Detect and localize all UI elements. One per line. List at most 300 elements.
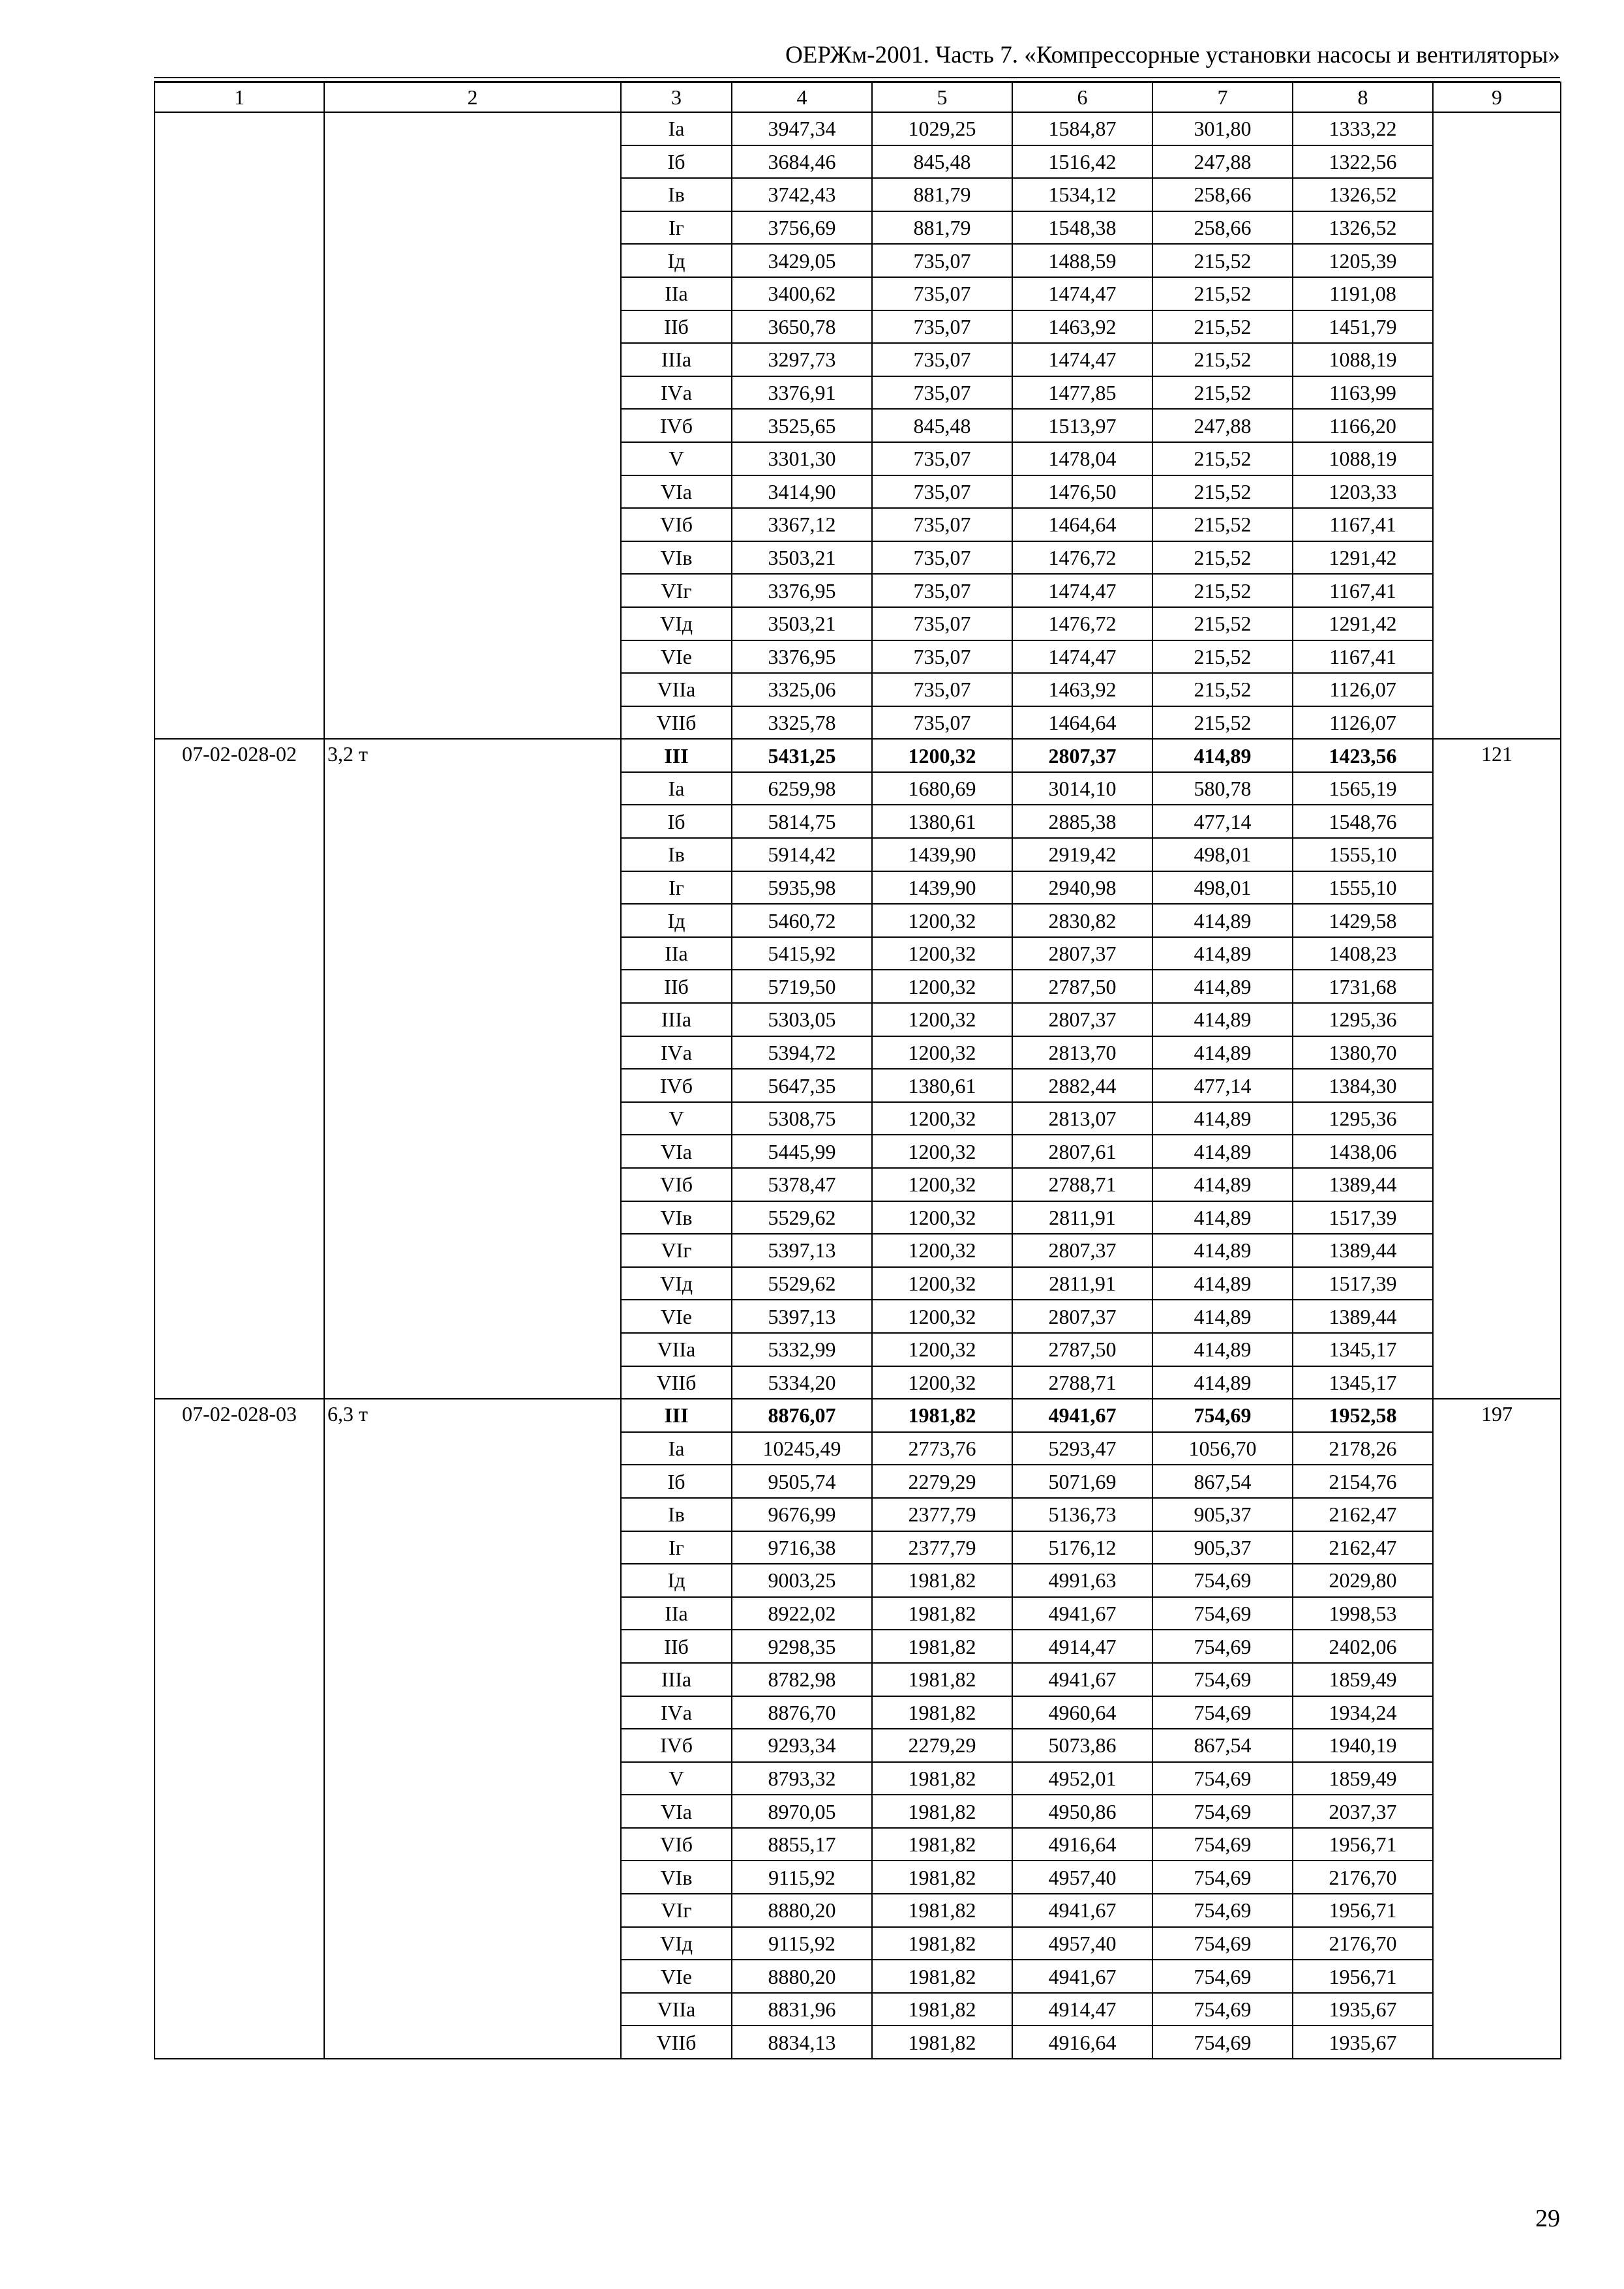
value-cell: 1389,44	[1293, 1300, 1433, 1333]
value-cell: 4950,86	[1012, 1795, 1152, 1828]
zone-class-cell: IVа	[621, 1036, 732, 1070]
value-cell: 1295,36	[1293, 1102, 1433, 1135]
value-cell: 3684,46	[732, 145, 872, 179]
value-cell: 5397,13	[732, 1234, 872, 1267]
table-row	[155, 739, 1561, 772]
value-cell: 477,14	[1152, 1069, 1293, 1102]
value-cell: 3742,43	[732, 178, 872, 211]
value-cell: 1126,07	[1293, 673, 1433, 706]
value-cell: 1513,97	[1012, 409, 1152, 442]
value-cell: 1956,71	[1293, 1894, 1433, 1927]
value-cell: 735,07	[872, 607, 1012, 640]
value-cell: 754,69	[1152, 1663, 1293, 1696]
zone-class-cell: VIа	[621, 1795, 732, 1828]
value-cell: 258,66	[1152, 178, 1293, 211]
value-cell: 1205,39	[1293, 244, 1433, 277]
value-cell: 1956,71	[1293, 1960, 1433, 1993]
value-cell: 9676,99	[732, 1498, 872, 1531]
value-cell: 8793,32	[732, 1762, 872, 1795]
zone-class-cell: VIв	[621, 541, 732, 575]
value-cell: 845,48	[872, 409, 1012, 442]
zone-class-cell: IVа	[621, 376, 732, 410]
zone-class-cell: VIе	[621, 1300, 732, 1333]
value-cell: 1981,82	[872, 1399, 1012, 1432]
value-cell: 3650,78	[732, 310, 872, 344]
value-cell: 845,48	[872, 145, 1012, 179]
value-cell: 9115,92	[732, 1861, 872, 1894]
zone-class-cell: Iб	[621, 805, 732, 838]
value-cell: 1981,82	[872, 1696, 1012, 1729]
zone-class-cell: IVб	[621, 1729, 732, 1762]
value-cell: 2279,29	[872, 1465, 1012, 1498]
value-cell: 414,89	[1152, 1333, 1293, 1366]
value-cell: 2807,37	[1012, 937, 1152, 970]
column-number-cell: 2	[324, 82, 621, 112]
value-cell: 1463,92	[1012, 310, 1152, 344]
value-cell: 1439,90	[872, 871, 1012, 905]
value-cell: 1200,32	[872, 1300, 1012, 1333]
value-cell: 1126,07	[1293, 706, 1433, 740]
value-cell: 754,69	[1152, 1861, 1293, 1894]
value-cell: 1555,10	[1293, 838, 1433, 871]
value-cell: 867,54	[1152, 1465, 1293, 1498]
value-cell: 2807,37	[1012, 1003, 1152, 1036]
value-cell: 1088,19	[1293, 442, 1433, 475]
value-cell: 5397,13	[732, 1300, 872, 1333]
value-cell: 1476,72	[1012, 541, 1152, 575]
value-cell: 1203,33	[1293, 475, 1433, 509]
value-cell: 4941,67	[1012, 1399, 1152, 1432]
zone-class-cell: IIа	[621, 1597, 732, 1630]
value-cell: 1956,71	[1293, 1828, 1433, 1861]
value-cell: 8855,17	[732, 1828, 872, 1861]
value-cell: 414,89	[1152, 1135, 1293, 1168]
value-cell: 9003,25	[732, 1564, 872, 1597]
zone-class-cell: VIIб	[621, 1366, 732, 1399]
value-cell: 4952,01	[1012, 1762, 1152, 1795]
zone-class-cell: Iг	[621, 1531, 732, 1564]
value-cell: 754,69	[1152, 1993, 1293, 2026]
capacity-cell: 3,2 т	[324, 739, 621, 1399]
value-cell: 1451,79	[1293, 310, 1433, 344]
value-cell: 4957,40	[1012, 1861, 1152, 1894]
value-cell: 8876,07	[732, 1399, 872, 1432]
column-number-cell: 5	[872, 82, 1012, 112]
value-cell: 3429,05	[732, 244, 872, 277]
value-cell: 301,80	[1152, 112, 1293, 145]
value-cell: 1478,04	[1012, 442, 1152, 475]
value-cell: 1408,23	[1293, 937, 1433, 970]
zone-class-cell: Iа	[621, 1432, 732, 1465]
value-cell: 5073,86	[1012, 1729, 1152, 1762]
zone-class-cell: Iб	[621, 145, 732, 179]
value-cell: 3301,30	[732, 442, 872, 475]
value-cell: 2787,50	[1012, 1333, 1152, 1366]
value-cell: 1981,82	[872, 1828, 1012, 1861]
column-9-cell	[1433, 112, 1561, 739]
zone-class-cell: IVа	[621, 1696, 732, 1729]
value-cell: 754,69	[1152, 1762, 1293, 1795]
value-cell: 580,78	[1152, 772, 1293, 805]
value-cell: 1389,44	[1293, 1234, 1433, 1267]
value-cell: 1731,68	[1293, 970, 1433, 1003]
value-cell: 215,52	[1152, 541, 1293, 575]
zone-class-cell: IIб	[621, 1630, 732, 1663]
value-cell: 4916,64	[1012, 2026, 1152, 2059]
zone-class-cell: VIе	[621, 1960, 732, 1993]
value-cell: 1516,42	[1012, 145, 1152, 179]
value-cell: 754,69	[1152, 2026, 1293, 2059]
value-cell: 2811,91	[1012, 1267, 1152, 1300]
value-cell: 1476,72	[1012, 607, 1152, 640]
value-cell: 4941,67	[1012, 1597, 1152, 1630]
zone-class-cell: Iг	[621, 871, 732, 905]
column-number-cell: 6	[1012, 82, 1152, 112]
value-cell: 3376,91	[732, 376, 872, 410]
value-cell: 3756,69	[732, 211, 872, 245]
value-cell: 2940,98	[1012, 871, 1152, 905]
zone-class-cell: Iв	[621, 178, 732, 211]
value-cell: 5415,92	[732, 937, 872, 970]
value-cell: 1474,47	[1012, 343, 1152, 376]
value-cell: 5378,47	[732, 1168, 872, 1201]
column-number-cell: 8	[1293, 82, 1433, 112]
value-cell: 9115,92	[732, 1927, 872, 1960]
value-cell: 735,07	[872, 640, 1012, 674]
value-cell: 215,52	[1152, 277, 1293, 310]
value-cell: 1981,82	[872, 1927, 1012, 1960]
value-cell: 735,07	[872, 277, 1012, 310]
value-cell: 754,69	[1152, 1564, 1293, 1597]
value-cell: 414,89	[1152, 1003, 1293, 1036]
value-cell: 2176,70	[1293, 1861, 1433, 1894]
zone-class-cell: VIа	[621, 1135, 732, 1168]
value-cell: 1200,32	[872, 1267, 1012, 1300]
capacity-cell	[324, 112, 621, 739]
zone-class-cell: Iд	[621, 244, 732, 277]
value-cell: 1200,32	[872, 1234, 1012, 1267]
value-cell: 3367,12	[732, 508, 872, 541]
value-cell: 5308,75	[732, 1102, 872, 1135]
zone-class-cell: Iб	[621, 1465, 732, 1498]
value-cell: 1167,41	[1293, 574, 1433, 607]
value-cell: 5136,73	[1012, 1498, 1152, 1531]
zone-class-cell: VIг	[621, 574, 732, 607]
rates-table	[154, 82, 1561, 2059]
zone-class-cell: VIд	[621, 607, 732, 640]
value-cell: 2162,47	[1293, 1531, 1433, 1564]
value-cell: 2377,79	[872, 1531, 1012, 1564]
value-cell: 3503,21	[732, 541, 872, 575]
value-cell: 1548,76	[1293, 805, 1433, 838]
value-cell: 4941,67	[1012, 1894, 1152, 1927]
value-cell: 4941,67	[1012, 1960, 1152, 1993]
column-number-cell: 1	[155, 82, 324, 112]
zone-class-cell: VIIб	[621, 2026, 732, 2059]
value-cell: 754,69	[1152, 1696, 1293, 1729]
value-cell: 735,07	[872, 673, 1012, 706]
document-title: ОЕРЖм-2001. Часть 7. «Компрессорные установки насосы и вентиляторы»	[785, 42, 1560, 68]
value-cell: 5814,75	[732, 805, 872, 838]
value-cell: 5303,05	[732, 1003, 872, 1036]
value-cell: 2807,37	[1012, 739, 1152, 772]
zone-class-cell: IIа	[621, 937, 732, 970]
value-cell: 3014,10	[1012, 772, 1152, 805]
zone-class-cell: Iд	[621, 904, 732, 937]
zone-class-cell: Iв	[621, 1498, 732, 1531]
value-cell: 1859,49	[1293, 1663, 1433, 1696]
value-cell: 2788,71	[1012, 1168, 1152, 1201]
zone-class-cell: VIа	[621, 475, 732, 509]
value-cell: 9505,74	[732, 1465, 872, 1498]
value-cell: 1295,36	[1293, 1003, 1433, 1036]
value-cell: 3325,06	[732, 673, 872, 706]
value-cell: 1200,32	[872, 970, 1012, 1003]
zone-class-cell: IIб	[621, 970, 732, 1003]
column-number-cell: 7	[1152, 82, 1293, 112]
value-cell: 8831,96	[732, 1993, 872, 2026]
value-cell: 881,79	[872, 178, 1012, 211]
value-cell: 1200,32	[872, 1333, 1012, 1366]
header-rule	[154, 77, 1560, 78]
zone-class-cell: VIг	[621, 1894, 732, 1927]
zone-class-cell: VIIа	[621, 673, 732, 706]
value-cell: 414,89	[1152, 937, 1293, 970]
value-cell: 1474,47	[1012, 640, 1152, 674]
value-cell: 5914,42	[732, 838, 872, 871]
value-cell: 1565,19	[1293, 772, 1433, 805]
value-cell: 1940,19	[1293, 1729, 1433, 1762]
value-cell: 1548,38	[1012, 211, 1152, 245]
value-cell: 1345,17	[1293, 1333, 1433, 1366]
value-cell: 5334,20	[732, 1366, 872, 1399]
value-cell: 1981,82	[872, 1861, 1012, 1894]
value-cell: 881,79	[872, 211, 1012, 245]
value-cell: 1981,82	[872, 1993, 1012, 2026]
zone-class-cell: IIб	[621, 310, 732, 344]
value-cell: 498,01	[1152, 871, 1293, 905]
value-cell: 414,89	[1152, 1267, 1293, 1300]
value-cell: 3947,34	[732, 112, 872, 145]
value-cell: 2377,79	[872, 1498, 1012, 1531]
rate-code-cell: 07-02-028-02	[155, 739, 324, 1399]
zone-class-cell: Iа	[621, 112, 732, 145]
value-cell: 5431,25	[732, 739, 872, 772]
value-cell: 1517,39	[1293, 1201, 1433, 1234]
zone-class-cell: VIд	[621, 1927, 732, 1960]
value-cell: 905,37	[1152, 1498, 1293, 1531]
value-cell: 2037,37	[1293, 1795, 1433, 1828]
value-cell: 1584,87	[1012, 112, 1152, 145]
value-cell: 1200,32	[872, 1003, 1012, 1036]
value-cell: 1981,82	[872, 1795, 1012, 1828]
value-cell: 735,07	[872, 475, 1012, 509]
value-cell: 1029,25	[872, 112, 1012, 145]
value-cell: 1088,19	[1293, 343, 1433, 376]
value-cell: 1163,99	[1293, 376, 1433, 410]
value-cell: 1200,32	[872, 1102, 1012, 1135]
value-cell: 1429,58	[1293, 904, 1433, 937]
running-header	[154, 38, 1560, 73]
value-cell: 2813,70	[1012, 1036, 1152, 1070]
value-cell: 414,89	[1152, 970, 1293, 1003]
value-cell: 1981,82	[872, 1663, 1012, 1696]
zone-class-cell: VIб	[621, 1828, 732, 1861]
column-number-row	[155, 82, 1561, 112]
value-cell: 1981,82	[872, 1894, 1012, 1927]
value-cell: 3503,21	[732, 607, 872, 640]
zone-class-cell: VIб	[621, 508, 732, 541]
value-cell: 1952,58	[1293, 1399, 1433, 1432]
value-cell: 8880,20	[732, 1960, 872, 1993]
zone-class-cell: Iг	[621, 211, 732, 245]
zone-class-cell: VIд	[621, 1267, 732, 1300]
value-cell: 414,89	[1152, 739, 1293, 772]
value-cell: 1934,24	[1293, 1696, 1433, 1729]
value-cell: 414,89	[1152, 1366, 1293, 1399]
value-cell: 1981,82	[872, 1960, 1012, 1993]
value-cell: 754,69	[1152, 1894, 1293, 1927]
value-cell: 9298,35	[732, 1630, 872, 1663]
column-9-cell: 197	[1433, 1399, 1561, 2059]
value-cell: 735,07	[872, 442, 1012, 475]
value-cell: 4914,47	[1012, 1993, 1152, 2026]
table-row	[155, 112, 1561, 145]
rate-code-cell	[155, 112, 324, 739]
value-cell: 735,07	[872, 508, 1012, 541]
value-cell: 1380,70	[1293, 1036, 1433, 1070]
value-cell: 1200,32	[872, 904, 1012, 937]
zone-class-cell: VIIа	[621, 1993, 732, 2026]
value-cell: 1200,32	[872, 1036, 1012, 1070]
value-cell: 2178,26	[1293, 1432, 1433, 1465]
zone-class-cell: Iв	[621, 838, 732, 871]
value-cell: 3414,90	[732, 475, 872, 509]
value-cell: 414,89	[1152, 1201, 1293, 1234]
value-cell: 414,89	[1152, 1102, 1293, 1135]
value-cell: 735,07	[872, 574, 1012, 607]
column-9-cell: 121	[1433, 739, 1561, 1399]
value-cell: 215,52	[1152, 673, 1293, 706]
value-cell: 754,69	[1152, 1795, 1293, 1828]
value-cell: 1981,82	[872, 1564, 1012, 1597]
value-cell: 215,52	[1152, 706, 1293, 740]
value-cell: 1200,32	[872, 1135, 1012, 1168]
value-cell: 4941,67	[1012, 1663, 1152, 1696]
value-cell: 1389,44	[1293, 1168, 1433, 1201]
value-cell: 8880,20	[732, 1894, 872, 1927]
value-cell: 2807,37	[1012, 1234, 1152, 1267]
value-cell: 1859,49	[1293, 1762, 1433, 1795]
value-cell: 215,52	[1152, 475, 1293, 509]
value-cell: 9293,34	[732, 1729, 872, 1762]
zone-class-cell: Iа	[621, 772, 732, 805]
value-cell: 1345,17	[1293, 1366, 1433, 1399]
value-cell: 2882,44	[1012, 1069, 1152, 1102]
capacity-cell: 6,3 т	[324, 1399, 621, 2059]
value-cell: 2773,76	[872, 1432, 1012, 1465]
value-cell: 3376,95	[732, 640, 872, 674]
value-cell: 2919,42	[1012, 838, 1152, 871]
value-cell: 1291,42	[1293, 607, 1433, 640]
zone-class-cell: VIв	[621, 1201, 732, 1234]
zone-class-cell: V	[621, 1102, 732, 1135]
value-cell: 1200,32	[872, 937, 1012, 970]
value-cell: 2402,06	[1293, 1630, 1433, 1663]
value-cell: 1291,42	[1293, 541, 1433, 575]
value-cell: 215,52	[1152, 244, 1293, 277]
value-cell: 1326,52	[1293, 211, 1433, 245]
zone-class-cell: VIе	[621, 640, 732, 674]
value-cell: 735,07	[872, 376, 1012, 410]
value-cell: 1935,67	[1293, 2026, 1433, 2059]
value-cell: 1534,12	[1012, 178, 1152, 211]
zone-class-cell: III	[621, 1399, 732, 1432]
value-cell: 498,01	[1152, 838, 1293, 871]
value-cell: 8782,98	[732, 1663, 872, 1696]
value-cell: 3400,62	[732, 277, 872, 310]
value-cell: 754,69	[1152, 1927, 1293, 1960]
value-cell: 2811,91	[1012, 1201, 1152, 1234]
value-cell: 5394,72	[732, 1036, 872, 1070]
value-cell: 1474,47	[1012, 574, 1152, 607]
value-cell: 215,52	[1152, 640, 1293, 674]
value-cell: 1056,70	[1152, 1432, 1293, 1465]
value-cell: 1191,08	[1293, 277, 1433, 310]
value-cell: 3525,65	[732, 409, 872, 442]
value-cell: 1981,82	[872, 1762, 1012, 1795]
value-cell: 2279,29	[872, 1729, 1012, 1762]
value-cell: 5529,62	[732, 1201, 872, 1234]
value-cell: 2813,07	[1012, 1102, 1152, 1135]
value-cell: 5332,99	[732, 1333, 872, 1366]
value-cell: 1423,56	[1293, 739, 1433, 772]
table-row	[155, 1399, 1561, 1432]
value-cell: 1200,32	[872, 1168, 1012, 1201]
value-cell: 414,89	[1152, 1234, 1293, 1267]
value-cell: 215,52	[1152, 574, 1293, 607]
value-cell: 1555,10	[1293, 871, 1433, 905]
zone-class-cell: IIIа	[621, 1663, 732, 1696]
value-cell: 6259,98	[732, 772, 872, 805]
value-cell: 1474,47	[1012, 277, 1152, 310]
value-cell: 1517,39	[1293, 1267, 1433, 1300]
value-cell: 2154,76	[1293, 1465, 1433, 1498]
value-cell: 5719,50	[732, 970, 872, 1003]
value-cell: 4960,64	[1012, 1696, 1152, 1729]
value-cell: 215,52	[1152, 442, 1293, 475]
value-cell: 5935,98	[732, 871, 872, 905]
value-cell: 2029,80	[1293, 1564, 1433, 1597]
value-cell: 2885,38	[1012, 805, 1152, 838]
value-cell: 2807,61	[1012, 1135, 1152, 1168]
value-cell: 1200,32	[872, 1201, 1012, 1234]
value-cell: 5071,69	[1012, 1465, 1152, 1498]
value-cell: 4914,47	[1012, 1630, 1152, 1663]
value-cell: 1200,32	[872, 1366, 1012, 1399]
value-cell: 414,89	[1152, 1300, 1293, 1333]
value-cell: 477,14	[1152, 805, 1293, 838]
value-cell: 754,69	[1152, 1828, 1293, 1861]
value-cell: 2176,70	[1293, 1927, 1433, 1960]
value-cell: 1439,90	[872, 838, 1012, 871]
value-cell: 1476,50	[1012, 475, 1152, 509]
value-cell: 414,89	[1152, 1036, 1293, 1070]
value-cell: 754,69	[1152, 1960, 1293, 1993]
zone-class-cell: VIIа	[621, 1333, 732, 1366]
value-cell: 8876,70	[732, 1696, 872, 1729]
zone-class-cell: VIг	[621, 1234, 732, 1267]
